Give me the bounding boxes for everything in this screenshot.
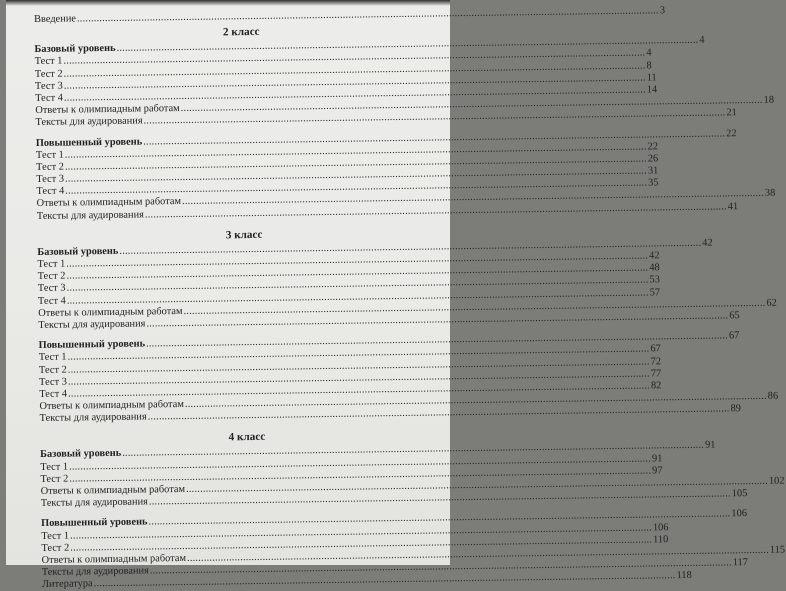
toc-entry-page-number: 53 [649,274,660,286]
grade-heading: 3 класс [225,228,263,242]
toc-entry-page-number: 42 [649,250,660,262]
toc-entry-page-number: 117 [732,557,749,569]
toc-level-heading-page-number: 106 [731,508,748,520]
toc-entry-page-number: 57 [649,286,661,298]
toc-entry-page-number: 91 [651,452,663,465]
toc-entry-label: Тест 2 [41,542,70,554]
toc-level-heading-label: Базовый уровень [34,43,116,56]
toc-entry-page-number: 41 [727,200,739,212]
toc-entry-page-number: 31 [647,165,659,177]
document-page [6,0,786,591]
toc-entry-label: Тест 4 [35,92,64,104]
toc-entry-page-number: 38 [764,188,776,200]
toc-entry-label: Тест 1 [37,258,66,270]
toc-entry-page-number: 105 [731,488,748,500]
toc-entry-page-number: 72 [650,355,662,367]
toc-level-heading-page-number: 4 [699,34,705,46]
toc-level-heading-page-number: 67 [728,330,740,342]
toc-entry-label: Тексты для аудирования [39,411,147,425]
toc-entry-page-number: 89 [730,403,742,415]
toc-entry-label: Тексты для аудирования [41,565,149,579]
toc-entry-label: Тест 2 [37,270,66,283]
toc-level-heading-page-number: 42 [702,237,713,249]
toc-entry-label: Тест 4 [39,388,68,400]
toc-entry-label: Тест 3 [39,376,67,388]
grade-heading: 4 класс [228,431,266,444]
toc-entry-page-number: 18 [763,94,775,106]
toc-entry-label: Тексты для аудирования [36,209,144,222]
page-top-shadow [6,0,450,6]
grade-heading: 2 класс [222,26,260,39]
toc-entry-page-number: 22 [647,140,659,153]
toc-level-heading-page-number: 22 [726,127,737,139]
toc-level-heading-label: Повышенный уровень [41,516,148,530]
toc-entry-page-number: 102 [768,475,785,487]
toc-entry-label: Тест 2 [40,473,69,485]
toc-entry-label: Тест 1 [40,461,69,473]
toc-entry-label: Тест 2 [36,161,64,173]
toc-level-heading-label: Базовый уровень [40,448,122,461]
toc-entry-label: Ответы к олимпиадным работам [39,399,184,413]
toc-entry-page-number: 48 [649,262,660,274]
toc-entry-page-number: 77 [650,367,662,380]
toc-entry-label: Ответы к олимпиадным работам [41,552,187,566]
toc-entry-literature-label: Литература [41,578,93,591]
toc-entry-label: Тест 1 [35,149,64,161]
toc-entry-page-number: 97 [652,465,663,477]
toc-entry-page-number: 82 [650,380,662,392]
toc-entry-intro-page-number: 3 [659,5,666,17]
toc-level-heading-page-number: 91 [704,439,716,452]
toc-entry-label: Ответы к олимпиадным работам [35,103,180,117]
toc-entry-label: Тест 1 [34,55,63,68]
toc-entry-page-number: 14 [646,84,658,96]
toc-entry-label: Ответы к олимпиадным работам [40,483,186,497]
toc-entry-label: Тексты для аудирования [35,115,143,129]
table-of-contents [34,5,786,591]
toc-entry-page-number: 8 [646,59,652,72]
toc-entry-label: Тест 2 [38,364,67,376]
toc-entry-page-number: 35 [648,177,659,189]
toc-entry-label: Тест 1 [41,530,70,542]
toc-entry-label: Тест 1 [38,351,67,364]
toc-entry-page-number: 110 [653,533,669,546]
toc-level-heading-label: Базовый уровень [37,245,119,258]
toc-entry-label: Тест 4 [36,185,65,198]
toc-entry-label: Тест 3 [34,80,63,92]
toc-entry-label: Ответы к олимпиадным работам [38,305,183,319]
toc-entry-label: Тест 2 [34,68,63,80]
toc-entry-label: Тексты для аудирования [40,496,148,510]
toc-entry-page-number: 11 [646,72,657,84]
toc-entry-page-number: 115 [769,544,786,556]
toc-entry-page-number: 86 [767,390,779,402]
toc-level-heading-label: Повышенный уровень [35,136,143,149]
toc-entry-label: Тексты для аудирования [38,318,146,331]
toc-entry-label: Тест 4 [37,295,66,307]
toc-entry-label: Тест 3 [37,282,66,295]
toc-entry-page-number: 4 [646,47,652,59]
toc-entry-page-number: 67 [650,343,661,355]
toc-entry-label: Ответы к олимпиадным работам [36,196,182,210]
toc-entry-literature-page-number: 118 [676,570,692,582]
toc-entry-page-number: 65 [729,310,740,322]
toc-entry-page-number: 21 [726,107,737,119]
toc-entry-page-number: 106 [652,521,669,533]
toc-entry-page-number: 62 [766,297,777,309]
toc-entry-intro-label: Введение [34,13,77,25]
toc-level-heading-label: Повышенный уровень [38,338,146,352]
toc-entry-page-number: 26 [647,153,659,165]
toc-entry-label: Тест 3 [36,173,65,186]
